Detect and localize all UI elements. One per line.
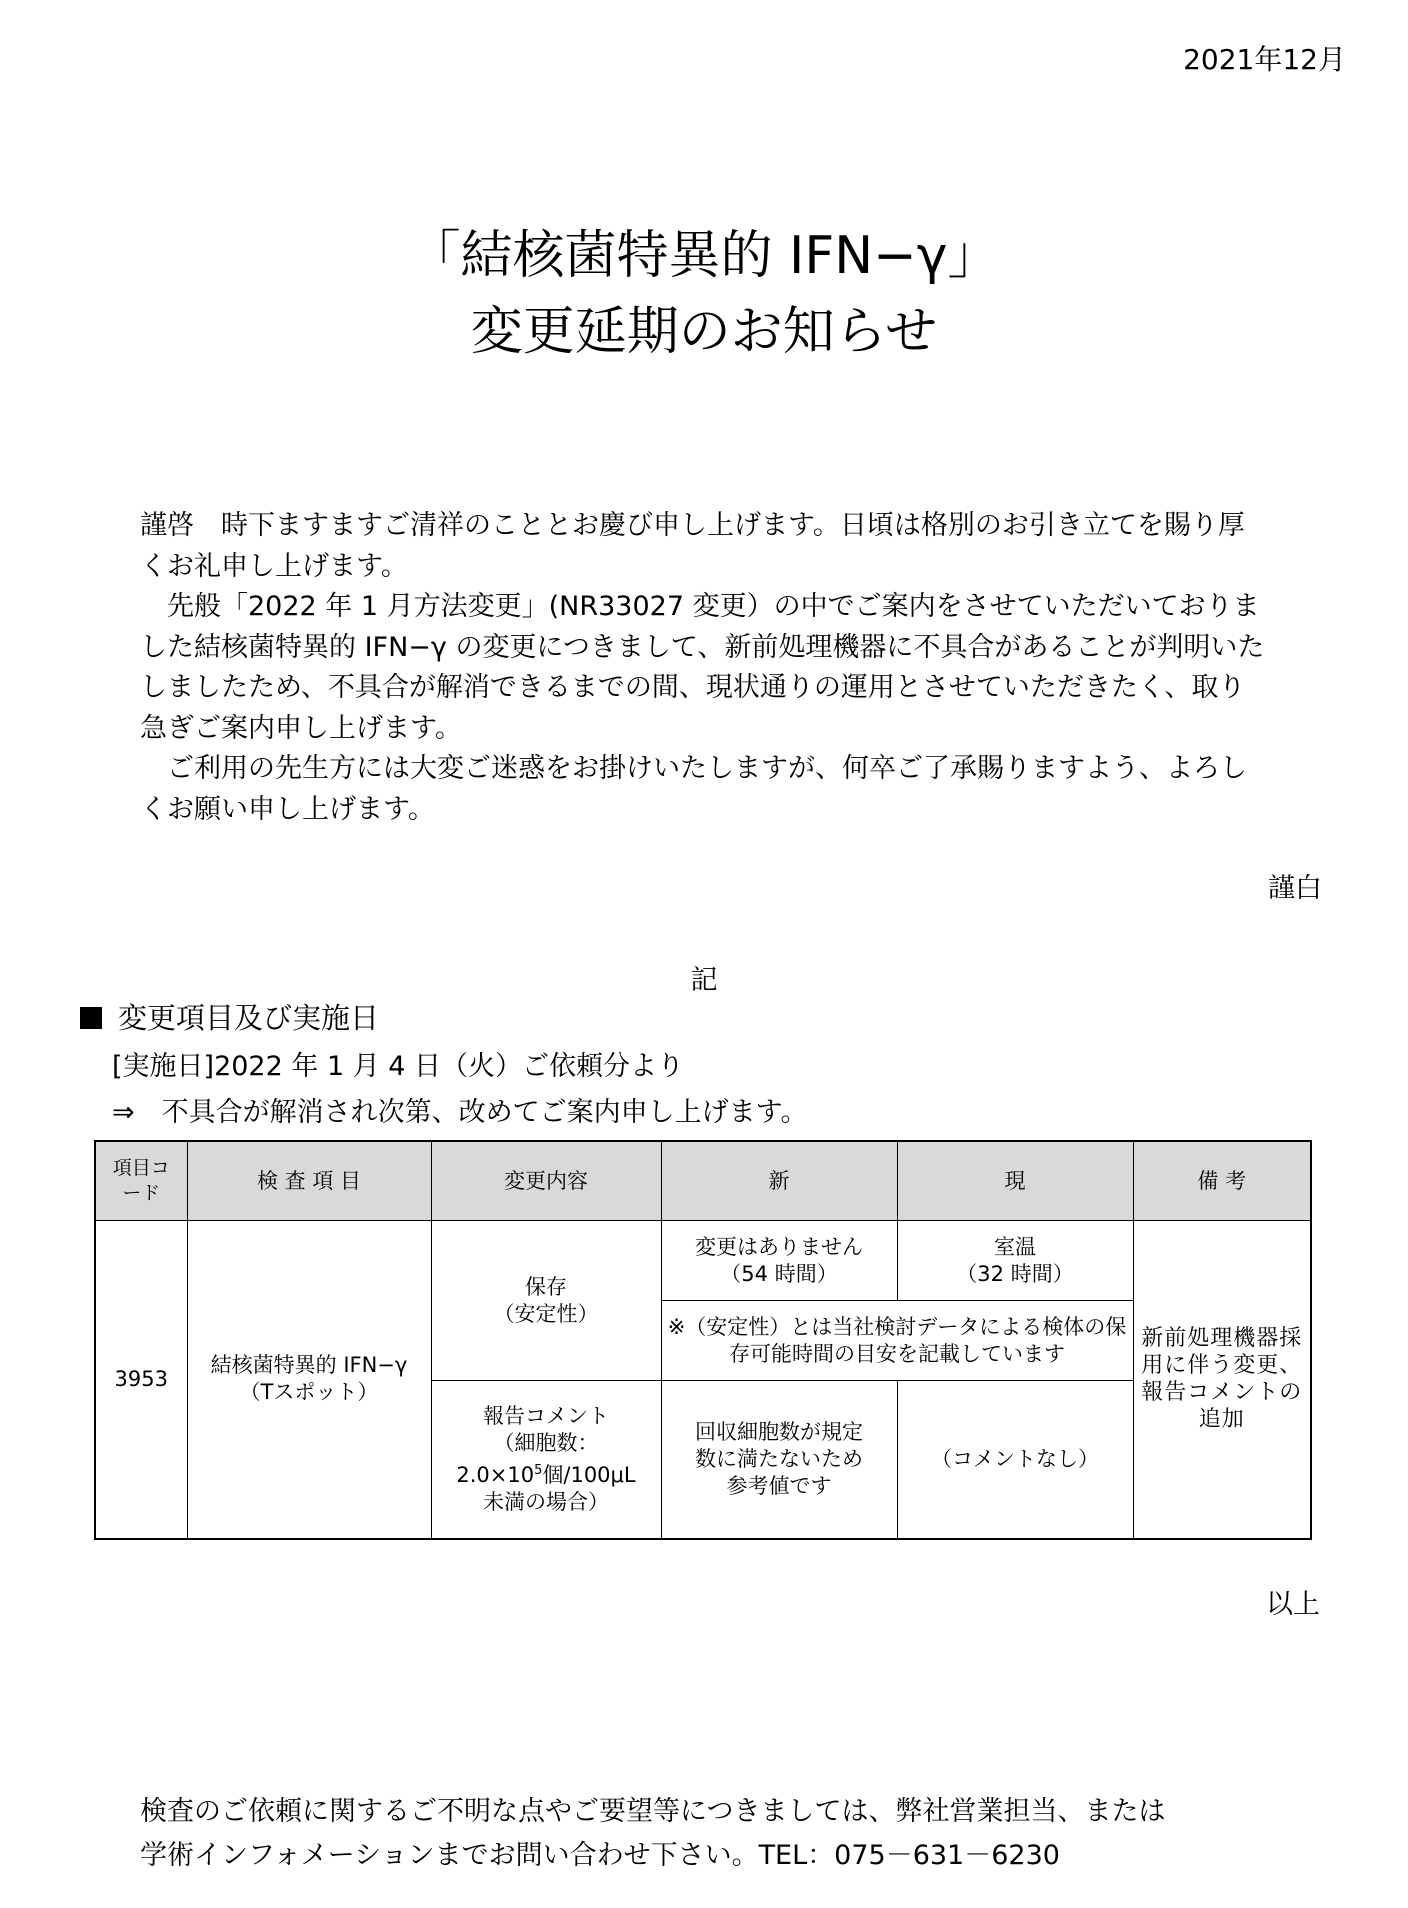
postponement-note: ⇒ 不具合が解消され次第、改めてご案内申し上げます。	[112, 1097, 808, 1128]
storage-current-cell	[897, 1221, 1133, 1301]
closing-word: 謹白	[1268, 873, 1322, 904]
comment-label: 報告コメント	[483, 1403, 609, 1428]
header-change: 変更内容	[431, 1141, 661, 1221]
black-square-icon	[80, 1007, 102, 1029]
title-line-1: 「結核菌特異的 IFN−γ」	[408, 226, 1000, 286]
footer-line-2: 学術インフォメーションまでお問い合わせ下さい。TEL：075－631－6230	[140, 1840, 1060, 1871]
storage-current: 室温	[994, 1234, 1036, 1259]
footer-line-1: 検査のご依頼に関するご不明な点やご要望等につきましては、弊社営業担当、または	[140, 1796, 1166, 1827]
storage-current-sub: （32 時間）	[956, 1261, 1074, 1286]
title-line-2: 変更延期のお知らせ	[470, 302, 938, 362]
header-new: 新	[661, 1141, 897, 1221]
storage-new-cell	[661, 1221, 897, 1301]
storage-new-sub: （54 時間）	[720, 1261, 838, 1286]
notice-paragraph: 先般「2022 年 1 月方法変更」(NR33027 変更）の中でご案内をさせていただいておりました結核菌特異的 IFN−γ の変更につきまして、新前処理機器に不具合があることが判明いたしましたため、不具合が解消できるまでの間、現状通りの運用とさせていただきたく、取り急ぎご案内申し上げます。	[140, 591, 1265, 744]
greeting-paragraph: 謹啓 時下ますますご清祥のこととお慶び申し上げます。日頃は格別のお引き立てを賜り厚くお礼申し上げます。	[140, 510, 1245, 582]
item-name: 結核菌特異的 IFN−γ	[210, 1353, 408, 1378]
item-subname: （Tスポット）	[239, 1380, 379, 1405]
comment-count-unit: 個/100μL	[542, 1462, 636, 1487]
implementation-date: [実施日]2022 年 1 月 4 日（火）ご依頼分より	[112, 1051, 685, 1082]
header-current: 現	[897, 1141, 1133, 1221]
section-heading	[80, 996, 379, 1037]
storage-label-cell	[431, 1221, 661, 1381]
remarks-cell: 新前処理機器採用に伴う変更、報告コメントの追加	[1133, 1221, 1311, 1539]
comment-sub-2	[436, 1457, 657, 1489]
storage-sub: （安定性）	[493, 1301, 599, 1326]
comment-label-cell	[431, 1381, 661, 1539]
comment-new: 回収細胞数が規定数に満たないため参考値です	[661, 1381, 897, 1539]
storage-new: 変更はありません	[695, 1234, 863, 1259]
footer-contact	[140, 1790, 1165, 1878]
comment-current: （コメントなし）	[897, 1381, 1133, 1539]
document-date: 2021年12月	[1183, 43, 1346, 76]
item-name-cell	[187, 1221, 431, 1539]
comment-exponent: 5	[534, 1462, 543, 1478]
header-item: 検 査 項 目	[187, 1141, 431, 1221]
header-code: 項目コード	[95, 1141, 187, 1221]
change-table	[94, 1140, 1312, 1540]
ki-mark: 記	[690, 965, 718, 996]
storage-note: ※（安定性）とは当社検討データによる検体の保存可能時間の目安を記載しています	[661, 1301, 1133, 1381]
section-heading-text: 変更項目及び実施日	[118, 1001, 380, 1035]
end-mark: 以上	[1266, 1589, 1320, 1620]
comment-count-base: 2.0×10	[456, 1462, 535, 1487]
apology-paragraph: ご利用の先生方には大変ご迷惑をお掛けいたしますが、何卒ご了承賜りますよう、よろしくお願い申し上げます。	[140, 753, 1247, 825]
item-code: 3953	[95, 1221, 187, 1539]
table-header-row	[95, 1141, 1311, 1221]
storage-label: 保存	[525, 1274, 567, 1299]
header-remarks: 備 考	[1133, 1141, 1311, 1221]
table-row	[95, 1221, 1311, 1301]
comment-sub-1: （細胞数：	[493, 1430, 599, 1455]
comment-sub-3: 未満の場合）	[483, 1489, 609, 1514]
document-title	[0, 218, 1408, 370]
letter-body	[140, 506, 1270, 830]
